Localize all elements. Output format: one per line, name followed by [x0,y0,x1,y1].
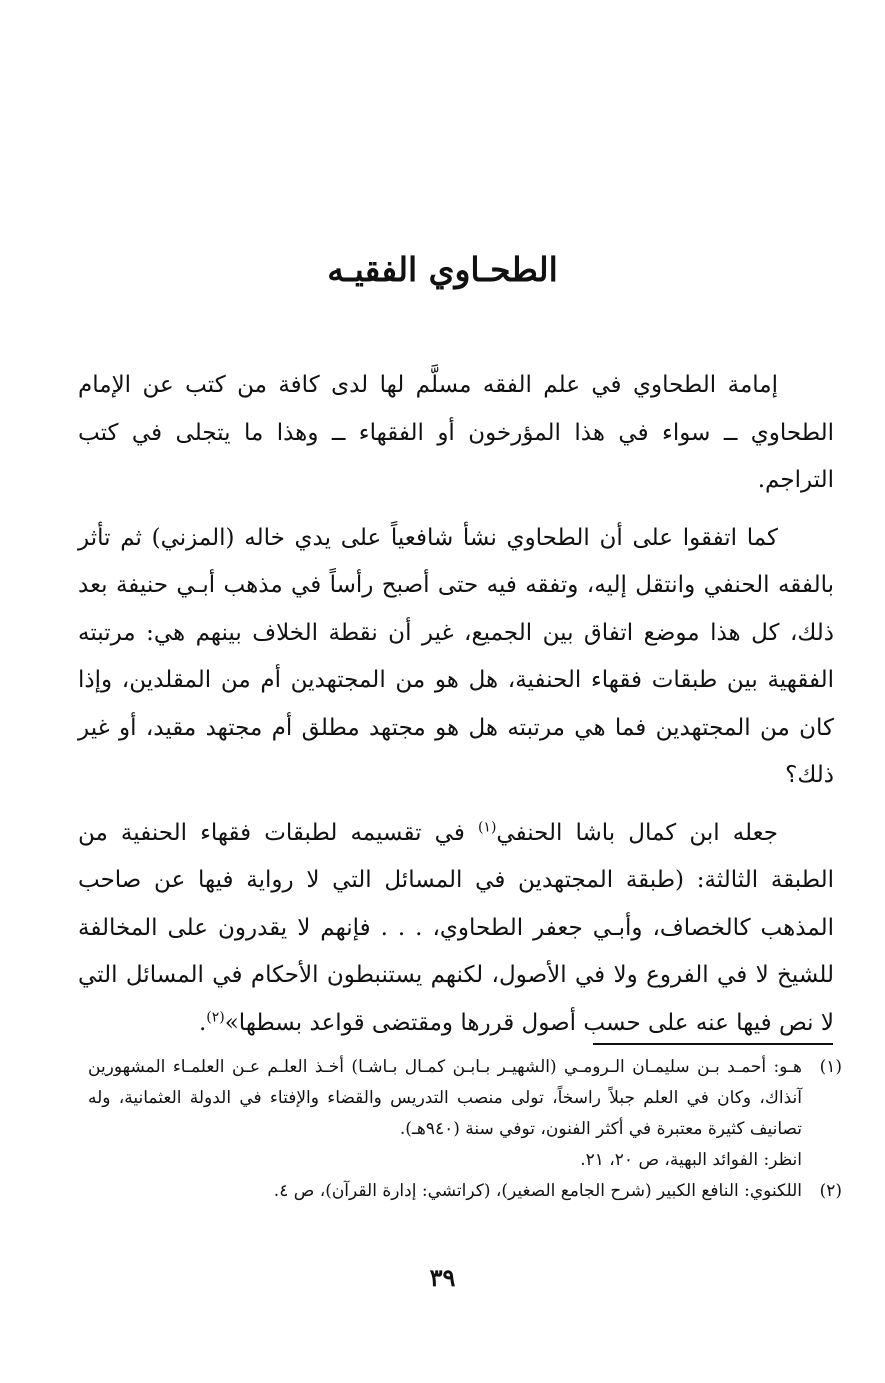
footnote-1 [88,1052,842,1176]
footnote-1-number: (١) [819,1057,842,1077]
paragraph-2: كما اتفقوا على أن الطحاوي نشأ شافعياً على يدي خاله (المزني) ثم تأثر بالفقه الحنفي وانتقل إليه، وتفقه فيه حتى أصبح رأساً في مذهب أبـي حنيفة بعد ذلك، كل هذا موضع اتفاق بين الجميع، غير أن نقطة الخلاف بينهم هي: مرتبته الفقهية بين طبقات فقهاء الحنفية، هل هو من المجتهدين أم من المقلدين، وإذا كان من المجتهدين فما هي مرتبته هل هو مجتهد مطلق أم مجتهد مقيد، أو غير ذلك؟ [78,524,835,788]
footnote-2-number: (٢) [819,1181,842,1201]
paragraph-3 [78,810,834,1048]
chapter-title: الطحـاوي الفقيـه [327,250,558,289]
body-text [78,362,834,1057]
paragraph-3-text-end: . [198,1009,207,1036]
paragraph-1: إمامة الطحاوي في علم الفقه مسلَّم لها لدى كافة من كتب عن الإمام الطحاوي ــ سواء في هذا المؤرخون أو الفقهاء ــ وهذا ما يتجلى في كتب التراجم. [78,372,834,493]
footnotes [88,1052,842,1207]
footnote-ref-1: (١) [477,818,497,835]
footnote-1-text: هـو: أحمـد بـن سليمـان الـرومـي (الشهيـر بـابـن كمـال بـاشـا) أخـذ العلـم عـن العلمـاء المشهورين آنذاك، وكان في العلم جبلاً راسخاً، تولى منصب التدريس والقضاء والإفتاء في الدولة العثمانية، وله تصانيف كثيرة معتبرة في أكثر الفنون، توفي سنة (٩٤٠هـ). [88,1057,802,1139]
footnote-separator [593,1043,833,1045]
paragraph-3-text-after: في تقسيمه لطبقات فقهاء الحنفية من الطبقة الثالثة: (طبقة المجتهدين في المسائل التي لا رواية فيها عن صاحب المذهب كالخصاف، وأبـي جعفر الطحاوي، . . . فإنهم لا يقدرون على المخالفة للشيخ لا في الفروع ولا في الأصول، لكنهم يستنبطون الأحكام في المسائل التي لا نص فيها عنه على حسب أصول قررها ومقتضى قواعد بسطها» [78,819,834,1036]
page-number: ٣٩ [429,1263,456,1292]
footnote-2 [88,1176,842,1207]
footnote-1-reference: انظر: الفوائد البهية، ص ٢٠، ٢١. [580,1150,802,1170]
footnote-ref-2: (٢) [206,1008,225,1025]
paragraph-3-text-before: جعله ابن كمال باشا الحنفي [496,819,778,846]
footnote-2-text: اللكنوي: النافع الكبير (شرح الجامع الصغير)، (كراتشي: إدارة القرآن)، ص ٤. [273,1181,802,1201]
